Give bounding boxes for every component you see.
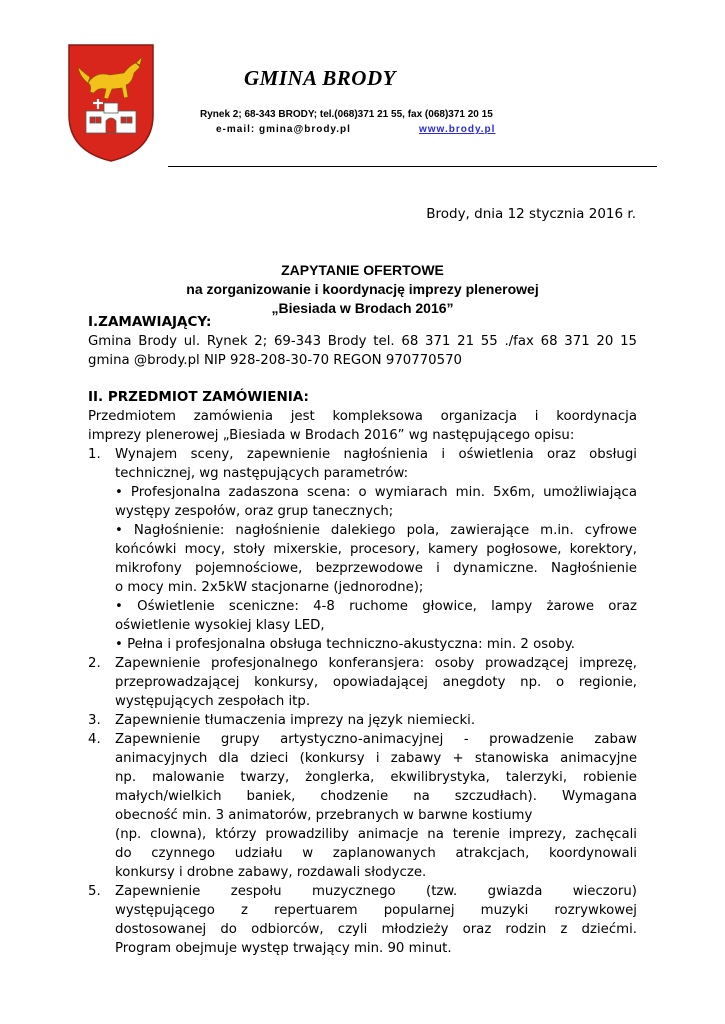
item-number: 3.	[88, 713, 101, 728]
section-heading: II. PRZEDMIOT ZAMÓWIENIA:	[88, 389, 309, 405]
item-line: Program obejmuje występ trwający min. 90 minut.	[115, 941, 452, 956]
item-line: (np. clowna), którzy prowadziliby animacje na terenie imprezy, zachęcali	[115, 827, 637, 842]
office-title: GMINA BRODY	[244, 66, 396, 90]
item-line: występującego z repertuarem popularnej muzyki rozrywkowej	[115, 903, 637, 918]
item-line: oświetlenie wysokiej klasy LED,	[115, 618, 325, 633]
item-number: 5.	[88, 884, 101, 899]
item-line: przeprowadzającej konkursy, opowiadającej anegdoty np. o regionie,	[115, 675, 637, 690]
item-line: Zapewnienie zespołu muzycznego (tzw. gwiazda wieczoru)	[115, 884, 637, 899]
office-address: Rynek 2; 68-343 BRODY; tel.(068)371 21 55, fax (068)371 20 15	[200, 109, 493, 120]
item-line: konkursy i drobne zabawy, rozdawali słodycze.	[115, 865, 427, 880]
item-line: Zapewnienie grupy artystyczno-animacyjnej - prowadzenie zabaw	[115, 732, 637, 747]
website-link[interactable]: www.brody.pl	[419, 124, 496, 135]
item-line: animacyjnych dla dzieci (konkursy i zabawy + stanowiska animacyjne	[115, 751, 637, 766]
body-line: Przedmiotem zamówienia jest kompleksowa organizacja i koordynacja	[88, 409, 637, 424]
title-line: „Biesiada w Brodach 2016”	[271, 300, 454, 316]
title-line: na zorganizowanie i koordynację imprezy plenerowej	[186, 281, 539, 297]
list-item	[88, 882, 637, 958]
item-line: Zapewnienie profesjonalnego konferansjera: osoby prowadzącej imprezę,	[115, 656, 637, 671]
list-item	[88, 711, 637, 730]
item-number: 2.	[88, 656, 101, 671]
section-heading: I.ZAMAWIAJĄCY:	[88, 314, 212, 330]
item-line: do czynnego udziału w zaplanowanych atrakcjach, koordynowali	[115, 846, 637, 861]
contact-line	[216, 124, 496, 135]
body-line: Gmina Brody ul. Rynek 2; 69-343 Brody tel. 68 371 21 55 ./fax 68 371 20 15	[88, 334, 637, 349]
item-number: 4.	[88, 732, 101, 747]
requirements-list	[88, 445, 637, 958]
item-line: technicznej, wg następujących parametrów:	[115, 466, 409, 481]
item-line: obecność min. 3 animatorów, przebranych w barwne kostiumy	[115, 808, 533, 823]
item-line: • Profesjonalna zadaszona scena: o wymiarach min. 5x6m, umożliwiająca	[115, 485, 637, 500]
item-line: • Pełna i profesjonalna obsługa techniczno-akustyczna: min. 2 osoby.	[115, 637, 575, 652]
date-line: Brody, dnia 12 stycznia 2016 r.	[426, 206, 636, 222]
item-line: np. malowanie twarzy, żonglerka, ekwilibrystyka, talerzyki, robienie	[115, 770, 637, 785]
email-text: e-mail: gmina@brody.pl	[216, 124, 351, 135]
item-line: Zapewnienie tłumaczenia imprezy na język niemiecki.	[115, 713, 476, 728]
coat-of-arms-crest	[66, 43, 156, 163]
header-divider	[168, 166, 657, 167]
body-line: gmina @brody.pl NIP 928-208-30-70 REGON 970770570	[88, 353, 462, 368]
item-line: • Oświetlenie sceniczne: 4-8 ruchome głowice, lampy żarowe oraz	[115, 599, 637, 614]
list-item	[88, 445, 637, 654]
item-line: występujących zespołach itp.	[115, 694, 311, 709]
item-line: mikrofony pojemnościowe, bezprzewodowe i dynamiczne. Nagłośnienie	[115, 561, 637, 576]
item-line: występy zespołów, oraz grup tanecznych;	[115, 504, 394, 519]
item-line: Wynajem sceny, zapewnienie nagłośnienia i oświetlenia oraz obsługi	[115, 447, 637, 462]
list-item	[88, 730, 637, 882]
item-line: końcówki mocy, stoły mixerskie, procesory, kamery pogłosowe, korektory,	[115, 542, 637, 557]
item-line: o mocy min. 2x5kW stacjonarne (jednorodne);	[115, 580, 424, 595]
document-titles	[88, 261, 637, 318]
item-line: dostosowanej do odbiorców, czyli młodzieży oraz rodzin z dziećmi.	[115, 922, 637, 937]
item-number: 1.	[88, 447, 101, 462]
item-line: małych/wielkich baniek, chodzenie na szczudłach). Wymagana	[115, 789, 637, 804]
title-line: ZAPYTANIE OFERTOWE	[281, 262, 444, 278]
body-line: imprezy plenerowej „Biesiada w Brodach 2016” wg następującego opisu:	[88, 428, 575, 443]
document-body	[88, 313, 637, 958]
item-line: • Nagłośnienie: nagłośnienie dalekiego pola, zawierające m.in. cyfrowe	[115, 523, 637, 538]
list-item	[88, 654, 637, 711]
